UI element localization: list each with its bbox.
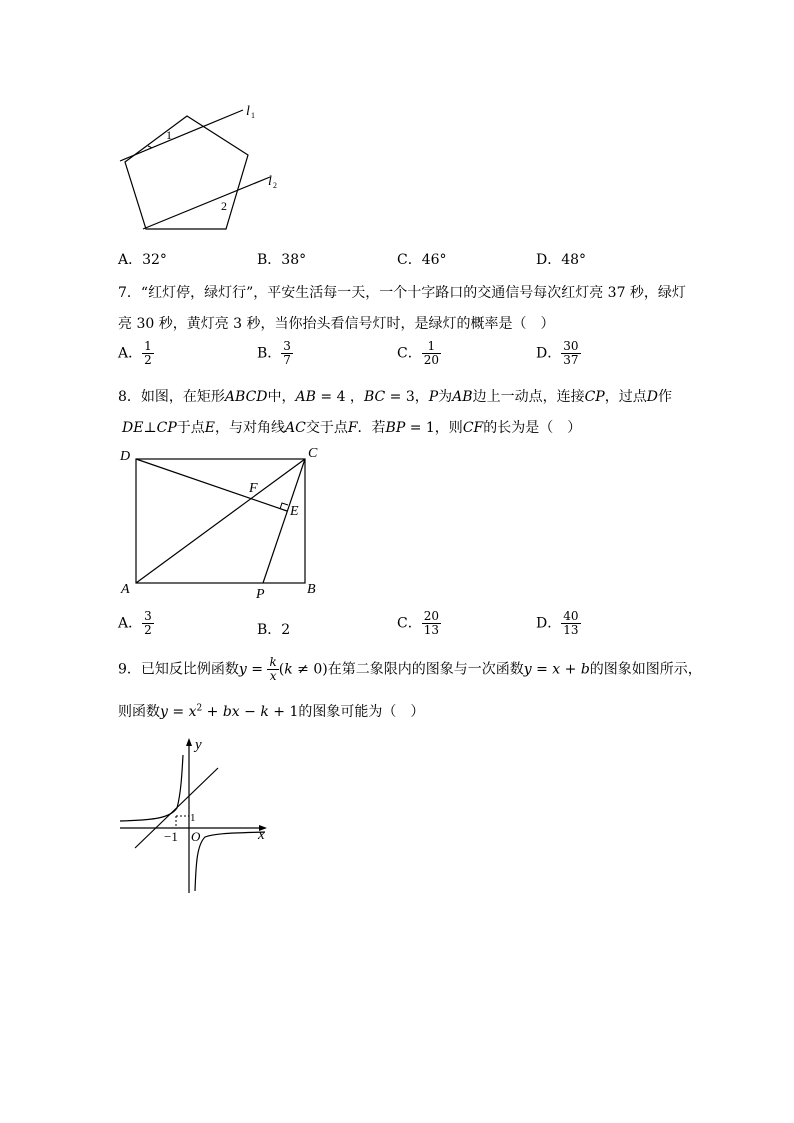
angle-1-label: 1: [166, 128, 172, 142]
line-l1: [120, 110, 243, 161]
q7-option-c[interactable]: [397, 340, 441, 367]
fraction: $\frac{1}{20}$: [423, 339, 439, 367]
fraction: $\frac{20}{13}$: [423, 609, 439, 637]
point-b-label: B: [307, 582, 316, 597]
hyperbola-branch-4th: [195, 832, 265, 891]
option-letter: C．: [397, 345, 422, 362]
q9-line-1: 9．已知反比例函数y = $\frac{k}{x}$ (k ≠ 0)在第二象限内的图象与一次函数y = x + b的图象如图所示，: [118, 655, 702, 683]
x-axis-label: x: [258, 827, 265, 843]
point-e-label: E: [290, 504, 299, 519]
point-p-label: P: [256, 587, 265, 602]
fraction-k-over-x: $\frac{k}{x}$: [269, 655, 277, 683]
q7-option-d[interactable]: [536, 340, 581, 367]
q7-option-b[interactable]: [257, 340, 293, 367]
q7-line-1: 7．“红灯停，绿灯行”，平安生活每一天，一个十字路口的交通信号每次红灯亮 37 秒，绿灯: [118, 285, 686, 301]
option-letter: A．: [118, 615, 143, 632]
angle-2-label: 2: [221, 199, 227, 213]
line-l1-sub: 1: [251, 111, 255, 120]
segment-cp: [263, 459, 305, 583]
q6-option-b[interactable]: B．38°: [257, 252, 307, 268]
option-letter: C．: [397, 615, 422, 632]
fraction: $\frac{3}{7}$: [283, 339, 291, 367]
point-d-label: D: [120, 449, 131, 464]
fraction: $\frac{3}{2}$: [144, 609, 152, 637]
rectangle-figure: [115, 440, 330, 605]
line-l1-label: l: [246, 104, 250, 119]
diagonal-ac: [136, 459, 305, 583]
fraction: $\frac{40}{13}$: [563, 609, 579, 637]
q7-line-2: 亮 30 秒，黄灯亮 3 秒，当你抬头看信号灯时，是绿灯的概率是（ ）: [118, 316, 555, 332]
option-letter: B．: [257, 345, 282, 362]
point-f-label: F: [249, 481, 258, 496]
origin-label: O: [191, 829, 201, 844]
option-letter: A．: [118, 345, 143, 362]
angle-1-arc: [148, 146, 152, 148]
pentagon-figure: [110, 95, 290, 240]
point-c-label: C: [308, 446, 318, 461]
fraction: $\frac{1}{2}$: [144, 339, 152, 367]
option-letter: B．: [257, 622, 282, 638]
right-angle-mark: [280, 503, 288, 509]
tick-label-neg1: −1: [164, 829, 178, 844]
q9-line-2: 则函数$y = x^2$ + bx − k + 1的图象可能为（ ）: [118, 703, 425, 720]
line-l2-label: l: [268, 174, 272, 189]
q8-option-b[interactable]: B．2: [257, 622, 291, 638]
q6-option-a[interactable]: A．32°: [118, 252, 167, 268]
tick-label-1: 1: [190, 812, 196, 824]
q8-line-2: DE⊥CP于点E，与对角线AC交于点F．若BP = 1，则CF的长为是（ ）: [122, 420, 582, 436]
q8-option-d[interactable]: [536, 610, 581, 637]
segment-de: [136, 459, 287, 511]
fraction: $\frac{30}{37}$: [563, 339, 579, 367]
function-graph: [115, 733, 280, 898]
line-l2: [143, 177, 270, 229]
q6-option-c[interactable]: C．46°: [397, 252, 447, 268]
q8-line-1: 8．如图，在矩形ABCD中，AB = 4 ，BC = 3，P为AB边上一动点，连接CP，过点D作: [118, 389, 672, 405]
q8-option-a[interactable]: [118, 610, 154, 637]
q6-option-d[interactable]: D．48°: [536, 252, 587, 268]
option-letter: D．: [536, 345, 562, 362]
point-a-label: A: [121, 582, 130, 597]
y-axis-arrow: [186, 738, 192, 746]
q7-option-a[interactable]: [118, 340, 154, 367]
option-letter: D．: [536, 615, 562, 632]
q8-option-c[interactable]: [397, 610, 441, 637]
line-l2-sub: 2: [273, 181, 277, 190]
y-axis-label: y: [195, 737, 202, 753]
